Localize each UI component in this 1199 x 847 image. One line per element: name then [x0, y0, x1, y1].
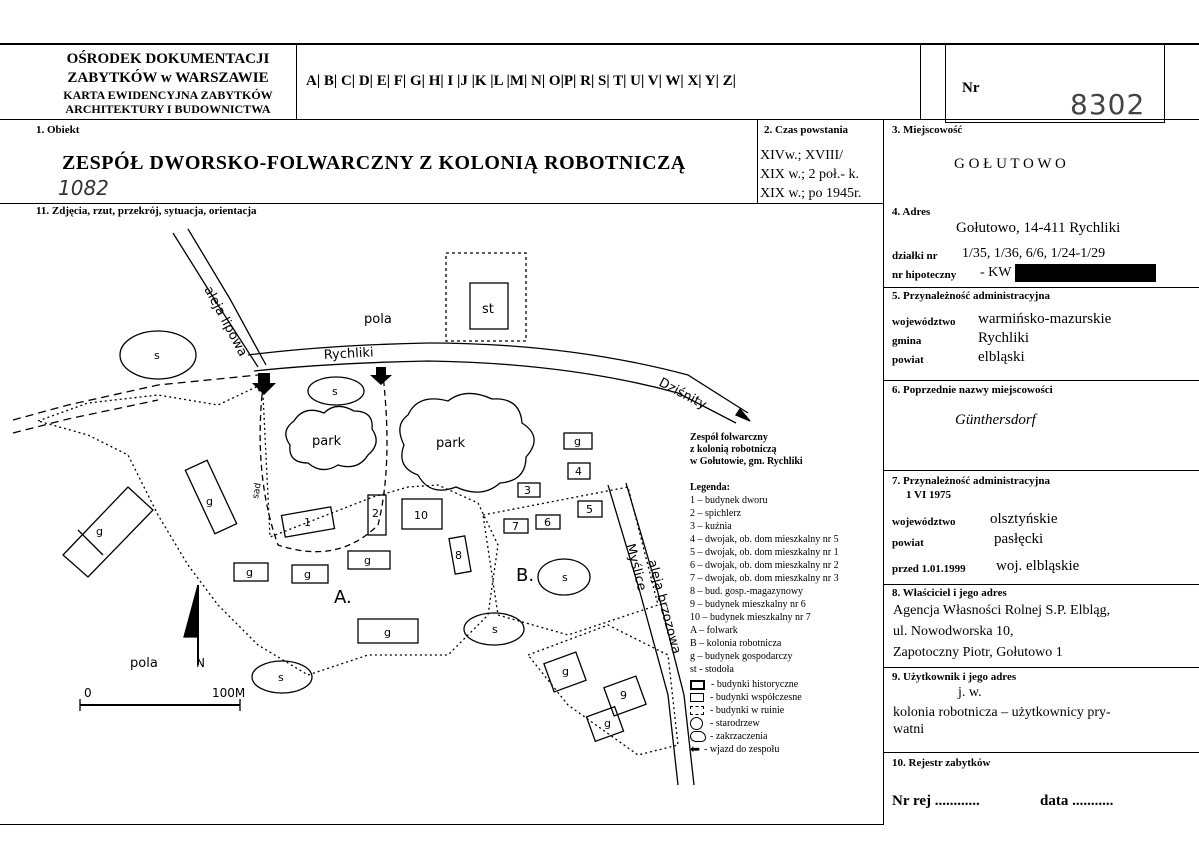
sep-owner [884, 584, 1199, 585]
object-handwritten-number: 1082 [58, 176, 109, 200]
org-line-3: KARTA EWIDENCYJNA ZABYTKÓW [63, 88, 273, 102]
aleja-brzozowa-2 [626, 483, 694, 785]
label-dzisnity: Dziśnity [656, 375, 709, 413]
prev-names-value: Günthersdorf [955, 412, 1036, 428]
sep-prev [884, 380, 1199, 381]
label-park-2: park [436, 436, 466, 451]
admin1975-date: 1 VI 1975 [906, 489, 952, 501]
legend-symbol-label: - wjazd do zespołu [704, 744, 780, 756]
admin1975-powiat-value: pasłęcki [994, 531, 1044, 547]
admin-label: 5. Przynależność administracyjna [892, 290, 1050, 302]
legend-item: 1 – budynek dworu [690, 495, 768, 506]
admin1975-powiat-key: powiat [892, 537, 924, 549]
time-line-3: XIX w.; po 1945r. [760, 186, 862, 201]
map-legend [690, 432, 890, 756]
legend-item: 8 – bud. gosp.-magazynowy [690, 586, 804, 597]
nr-label: Nr [962, 80, 980, 96]
pond-label-2: s [332, 385, 338, 398]
legend-item: 3 – kuźnia [690, 521, 732, 532]
registry-data: data ........... [1040, 793, 1114, 809]
przed-value: woj. elbląskie [996, 558, 1080, 574]
legend-symbol-row [690, 691, 890, 704]
user-line-3: watni [893, 722, 925, 737]
pond-label-1: s [154, 349, 160, 362]
legend-symbol-label: - budynki historyczne [711, 679, 799, 690]
legend-symbol-label: - zakrzaczenia [710, 731, 768, 743]
modern-building-icon [690, 693, 704, 702]
legend-title-3: w Gołutowie, gm. Rychliki [690, 456, 803, 467]
label-a: A. [334, 587, 352, 608]
org-line-4: ARCHITEKTURY I BUDOWNICTWA [65, 102, 271, 116]
g-label-3: g [304, 568, 311, 581]
admin1975-woj-value: olsztyńskie [990, 511, 1058, 527]
label-st: st [482, 302, 494, 317]
pond-label-5: s [278, 671, 284, 684]
g-label-6: g [574, 435, 581, 448]
org-line-1: OŚRODEK DOKUMENTACJI [66, 51, 270, 67]
g-label-5: g [384, 626, 391, 639]
label-park-1: park [312, 434, 342, 449]
sep-user [884, 667, 1199, 668]
g-label-2: g [246, 566, 253, 579]
redaction-bar [1015, 264, 1156, 282]
sep-admin [884, 287, 1199, 288]
shrub-icon [690, 731, 706, 742]
building-label-9: 9 [620, 689, 627, 702]
legend-item: 10 – budynek mieszkalny nr 7 [690, 612, 811, 623]
g-label-9: g [604, 717, 611, 730]
org-divider [296, 44, 297, 120]
legend-item: B – kolonia robotnicza [690, 638, 782, 649]
legend-item: 5 – dwojak, ob. dom mieszkalny nr 1 [690, 547, 839, 558]
g-label-7: g [562, 665, 569, 678]
building-g-cross [63, 487, 153, 577]
hipoteczny-value: - KW [980, 265, 1012, 280]
owner-label: 8. Właściciel i jego adres [892, 587, 1007, 599]
time-line-1: XIVw.; XVIII/ [760, 148, 844, 163]
legend-symbol-row [690, 730, 890, 743]
admin1975-woj-key: województwo [892, 516, 956, 528]
hipoteczny-key: nr hipoteczny [892, 269, 957, 281]
building-label-8: 8 [455, 549, 462, 562]
object-bottom-line [0, 203, 884, 204]
place-label: 3. Miejscowość [892, 124, 963, 136]
prev-names-label: 6. Poprzednie nazwy miejscowości [892, 384, 1053, 396]
legend-heading: Legenda: [690, 482, 730, 493]
object-title: ZESPÓŁ DWORSKO-FOLWARCZNY Z KOLONIĄ ROBOTNICZĄ [62, 152, 686, 174]
dzialki-key: działki nr [892, 250, 938, 262]
place-value: G O Ł U T O W O [954, 156, 1066, 172]
legend-item: 7 – dwojak, ob. dom mieszkalny nr 3 [690, 573, 839, 584]
dzisnity-arrow [736, 409, 750, 421]
label-pola-top: pola [364, 312, 392, 327]
legend-title-1: Zespół folwarczny [690, 432, 768, 443]
alphabet-index: A| B| C| D| E| F| G| H| I |J |K |L |M| N| O|P| R| S| T| U| V| W| X| Y| Z| [306, 73, 736, 89]
registry-label: 10. Rejestr zabytków [892, 757, 991, 769]
admin1975-label: 7. Przynależność administracyjna [892, 475, 1050, 487]
legend-symbol-label: - budynki w ruinie [710, 705, 785, 716]
legend-symbol-row [690, 678, 890, 691]
admin-gmina-value: Rychliki [978, 330, 1030, 346]
user-label: 9. Użytkownik i jego adres [892, 671, 1017, 683]
label-b: B. [516, 565, 535, 586]
organization-header [40, 50, 296, 116]
admin-gmina-key: gmina [892, 335, 922, 347]
legend-symbol-row [690, 743, 890, 756]
entrance-arrow-icon: ⬅ [690, 742, 701, 757]
dzialki-value: 1/35, 1/36, 6/6, 1/24-1/29 [962, 246, 1106, 261]
org-line-2: ZABYTKÓW w WARSZAWIE [67, 70, 269, 86]
folwark-boundary [38, 387, 498, 675]
legend-symbol-label: - starodrzew [710, 718, 760, 729]
address-label: 4. Adres [892, 206, 931, 218]
st-fence [446, 253, 526, 341]
park-2-outline [400, 393, 534, 492]
label-scale-0: 0 [84, 686, 92, 700]
building-label-4: 4 [575, 465, 582, 478]
pond-label-4: s [492, 623, 498, 636]
time-line-2: XIX w.; 2 poł.- k. [760, 167, 860, 182]
entrance-arrow-1 [252, 373, 276, 395]
building-label-10: 10 [414, 509, 428, 522]
building-label-3: 3 [524, 484, 531, 497]
historic-building-icon [690, 680, 705, 690]
user-line-1: j. w. [958, 685, 982, 700]
label-scale-100: 100M [212, 686, 246, 700]
legend-item: A – folwark [690, 625, 738, 636]
label-aleja-brzozowa: aleja brzozowa [644, 558, 684, 656]
nr-value: 8302 [1070, 88, 1146, 121]
sep-registry [884, 752, 1199, 753]
legend-symbol-label: - budynki współczesne [710, 692, 802, 703]
building-label-5: 5 [586, 503, 593, 516]
legend-symbol-row [690, 704, 890, 717]
owner-line-3: Zapotoczny Piotr, Gołutowo 1 [893, 645, 1063, 660]
label-aleja-lipowa: aleja lipowa [200, 283, 251, 360]
label-rychliki: Rychliki [323, 345, 374, 363]
object-label: 1. Obiekt [36, 124, 80, 136]
time-values [760, 146, 861, 203]
owner-values [893, 600, 1110, 663]
old-tree-icon [690, 717, 703, 730]
nr-box [945, 44, 1165, 123]
registry-nr: Nr rej ............ [892, 793, 980, 809]
ruin-building-icon [690, 706, 704, 715]
aleja-lipowa-2 [188, 229, 266, 365]
label-sad: sad [251, 482, 264, 500]
nr-divider [920, 44, 921, 120]
time-divider [757, 119, 758, 204]
admin-powiat-key: powiat [892, 354, 924, 366]
admin-woj-key: województwo [892, 316, 956, 328]
legend-item: 9 – budynek mieszkalny nr 6 [690, 599, 806, 610]
user-line-2: kolonia robotnicza – użytkownicy pry- [893, 705, 1111, 720]
legend-item: g – budynek gospodarczy [690, 651, 793, 662]
entrance-arrow-2 [370, 367, 392, 385]
g-label-4: g [364, 554, 371, 567]
field-track-2 [13, 400, 158, 433]
owner-line-2: ul. Nowodworska 10, [893, 624, 1014, 639]
address-value: Gołutowo, 14-411 Rychliki [956, 220, 1121, 236]
label-north: N [196, 656, 205, 670]
legend-item: 4 – dwojak, ob. dom mieszkalny nr 5 [690, 534, 839, 545]
owner-line-1: Agencja Własności Rolnej S.P. Elbląg, [893, 603, 1111, 618]
legend-title-2: z kolonią robotniczą [690, 444, 777, 455]
legend-symbol-row [690, 717, 890, 730]
time-label: 2. Czas powstania [764, 124, 849, 136]
building-label-7: 7 [512, 520, 519, 533]
przed-key: przed 1.01.1999 [892, 563, 966, 575]
sep-1975 [884, 470, 1199, 471]
building-label-6: 6 [544, 516, 551, 529]
admin-powiat-value: elbląski [978, 349, 1025, 365]
legend-item: st - stodoła [690, 664, 734, 675]
south-fence [528, 625, 678, 755]
photos-label: 11. Zdjęcia, rzut, przekrój, sytuacja, orientacja [36, 205, 257, 217]
g-label-cross: g [96, 525, 103, 538]
admin-woj-value: warmińsko-mazurskie [978, 311, 1112, 327]
legend-item: 6 – dwojak, ob. dom mieszkalny nr 2 [690, 560, 839, 571]
legend-item: 2 – spichlerz [690, 508, 742, 519]
pond-label-3: s [562, 571, 568, 584]
building-label-1: 1 [304, 516, 311, 529]
building-label-2: 2 [372, 507, 379, 520]
label-mylice: Myślice [622, 542, 650, 593]
label-pola-left: pola [130, 656, 158, 671]
g-label-1: g [206, 495, 213, 508]
